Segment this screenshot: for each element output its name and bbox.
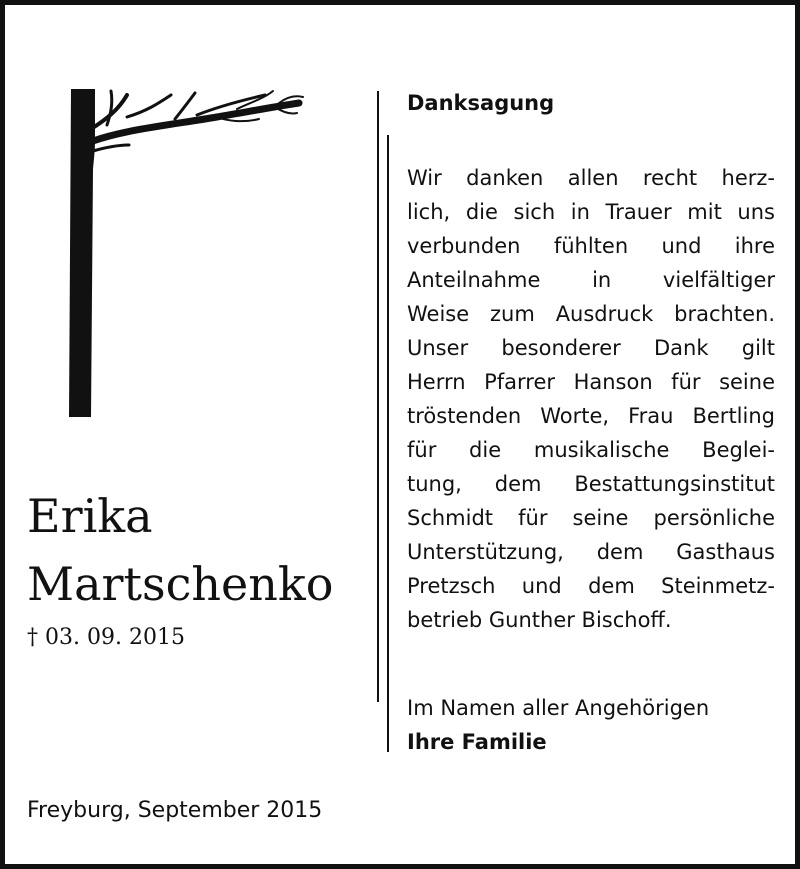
death-date: † 03. 09. 2015 bbox=[27, 625, 185, 650]
thanks-line: Wir danken allen recht herz- bbox=[407, 166, 775, 190]
thanks-line: Weise zum Ausdruck brachten. bbox=[407, 302, 775, 326]
thanks-line: Unterstützung, dem Gasthaus bbox=[407, 540, 775, 564]
closing-block bbox=[407, 691, 709, 759]
thanks-line: Unser besonderer Dank gilt bbox=[407, 336, 775, 360]
thanks-line: betrieb Gunther Bischoff. bbox=[407, 608, 672, 632]
place-and-date: Freyburg, September 2015 bbox=[27, 798, 323, 823]
tree-icon bbox=[67, 89, 307, 417]
closing-text: Im Namen aller Angehörigen bbox=[407, 696, 710, 720]
signature: Ihre Familie bbox=[407, 730, 547, 754]
thanks-heading: Danksagung bbox=[407, 91, 555, 115]
thanks-line: Anteilnahme in vielfältiger bbox=[407, 268, 775, 292]
thanks-line: Pretzsch und dem Steinmetz- bbox=[407, 574, 775, 598]
deceased-first-name: Erika bbox=[27, 489, 153, 543]
thanks-line: lich, die sich in Trauer mit uns bbox=[407, 200, 775, 224]
thanks-line: Schmidt für seine persönliche bbox=[407, 506, 775, 530]
thanks-line: Herrn Pfarrer Hanson für seine bbox=[407, 370, 775, 394]
divider-line-long bbox=[377, 91, 379, 702]
thanks-line: verbunden fühlten und ihre bbox=[407, 234, 775, 258]
thanks-line: tröstenden Worte, Frau Bertling bbox=[407, 404, 775, 428]
thanks-body bbox=[407, 161, 775, 637]
thanks-line: tung, dem Bestattungsinstitut bbox=[407, 472, 775, 496]
thanks-line: für die musikalische Beglei- bbox=[407, 438, 775, 462]
deceased-last-name: Martschenko bbox=[27, 557, 334, 611]
divider-line-short bbox=[387, 135, 389, 752]
